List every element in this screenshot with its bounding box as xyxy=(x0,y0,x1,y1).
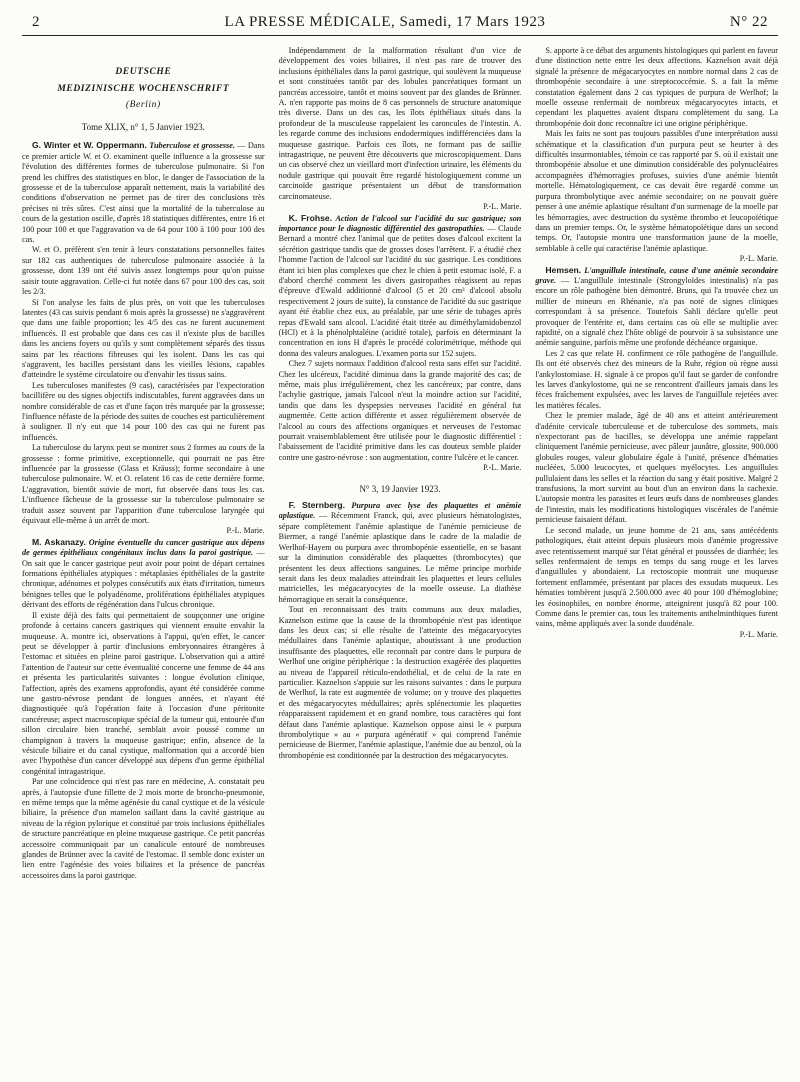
article-paragraph: S. apporte à ce débat des arguments histologiques qui parlent en faveur d'une distinction nette entre les deux affections. Kaznelson avait déjà signalé la présence de mégacaryocytes en nombre normal dans 2 cas de thrombopénie secondaire à une streptococcémie. S. a fait la même constatation également dans 2 cas typiques de purpura de Werlhof; la moelle osseuse renfermait de nombreux mégacaryocytes intacts, et cependant les plaquettes avaient disparu complètement du sang. La thrombopénie doit donc reconnaître ici une origine périphérique. xyxy=(535,46,778,128)
article-paragraph: Tout en reconnaissant des traits communs aux deux maladies, Kaznelson estime que la cause de la thrombopénie n'est pas identique dans les deux cas; si elle résulte de l'atteinte des mégacaryocytes médullaires dans l'anémie aplastique, aboutissant à une production insuffisante des plaquettes, elle reconnaît par contre dans le purpura de Werlhof une origine périphérique : la destruction exagérée des plaquettes au niveau de l'appareil réticulo-endothélial, et de celui de la rate en particulier. Kaznelson s'appuie sur les raisons suivantes : dans le purpura de Werlhof, la rate est augmentée de volume; on y trouve des plaquettes et des mégacaryocytes médullaires; après splénectomie les plaquettes réapparaissent rapidement et en grand nombre, tous caractères qui font défaut dans l'anémie aplastique. Kaznelson oppose ainsi le « purpura thrombolytique » au « purpura agénératif » qui comprend l'anémie pernicieuse de Biermer, l'anémie aplastique, l'anémie due au benzol, où la thrombopénie est conditionnée par la destruction des mégacaryocytes. xyxy=(278,605,522,760)
page-number: 2 xyxy=(32,14,40,30)
issue-number: N° 22 xyxy=(729,14,768,30)
article-paragraph: — Récemment Franck, qui, avec plusieurs hématologistes, sépare complètement l'anémie aplastique de l'anémie pernicieuse de Biermer, a rangé l'anémie aplastique dans le cadre de la maladie de Werlhof-Hayem ou purpura avec thrombopénie essentielle, en se basant sur la diminution considérable des plaquettes (thrombocytes) que présentent les deux affections sanguines. Le même principe morbide serait dans les deux maladies atteindrait les plaquettes et leurs cellules matricielles, les mégacaryocytes de la moelle osseuse. La diathèse hémorragique en serait la conséquence. xyxy=(278,511,522,604)
column-2 xyxy=(279,46,522,1078)
article-frohse xyxy=(279,213,522,474)
article-askanazy-continued xyxy=(279,46,522,213)
article-paragraph: — L'anguillule intestinale (Strongyloïdes intestinalis) n'a pas encore un rôle pathogène bien démontré. Bruns, qui l'a trouvée chez un millier de mineurs en Rhénanie, n'a pas noté de signes cliniques correspondant à sa présence. Toutefois Sahli déclare qu'elle peut provoquer de l'entérite et, dans certains cas où elle se multiplie avec rapidité, on a signalé chez l'hôte obligé de pourvoir à sa subsistance une anémie sanguine, parfois même une profonde déchéance organique. xyxy=(535,275,778,348)
article-hemsen xyxy=(535,265,778,641)
article-paragraph: Par une coïncidence qui n'est pas rare en médecine, A. constatait peu après, à l'autopsie d'une fillette de 2 mois morte de broncho-pneumonie, en même temps que la même agénésie du canal cystique et de la vésicule biliaire, la présence d'un mamelon saillant dans la cavité gastrique au niveau de la région pylorique et constitué par trois inclusions épithéliales de structure pancréatique en pleine muqueuse gastrique. Ce petit pancréas accessoire communiquait par un canalicule entouré de nombreuses glandes de Brünner avec la cavité de l'estomac. Il semble donc exister un lien entre l'agénésie des voies biliaires et la présence de pancréas accessoires dans la paroi gastrique. xyxy=(22,777,265,880)
article-author: G. Winter et W. Oppermann. xyxy=(32,140,147,151)
article-signature: P.-L. Marie. xyxy=(483,202,522,212)
article-paragraph: Mais les faits ne sont pas toujours passibles d'une interprétation aussi schématique et la classification d'un purpura peut se heurter à des difficultés insurmontables, témoin ce cas rapporté par S. où il existait une thrombopénie absolue et une diminution considérable des polynucléaires accompagnées d'hémorragies profuses, suivies d'une anémie bientôt mortelle. Hématologiquement, ce cas devait être regardé comme un purpura thrombolytique avec anémie secondaire; on ne pouvait guère penser à une anémie aplastique résultant d'un surmenage de la moelle par les hémorragies, avec destruction du système thrombo et leucopoïétique dans un premier temps. Or, le système hématopoïétique dans un second temps. Or, l'autopsie montra une transformation jaune de la moelle, semblable à celle qui caractérise l'anémie aplastique. xyxy=(535,129,778,253)
article-paragraph: Les 2 cas que relate H. confirment ce rôle pathogène de l'anguillule. Ils ont été observés chez des mineurs de la Ruhr, région où règne aussi l'ankylostomiase. H. signale à ce propos qu'il faut se garder de confondre les larves d'ankylostome, qui ne se rencontrent d'ailleurs jamais dans les fèces fraîchement expulsées, avec les larves de l'anguillule rejetées avec les matières fécales. xyxy=(535,348,778,410)
article-paragraph: W. et O. préfèrent s'en tenir à leurs constatations personnelles faites sur 182 cas authentiques de tuberculose pulmonaire associée à la grossesse, dont 139 ont été suivis assez longtemps pour qu'on puisse saisir toute aggravation. Celle-ci fut notée dans 67 pour 100 des cas, soit les 2/3. xyxy=(22,245,265,297)
article-author: Hemsen. xyxy=(545,264,582,275)
article-paragraph: Il existe déjà des faits qui permettaient de soupçonner une origine profonde à certains cancers gastriques qui viennent ensuite envahir la muqueuse. A. montre ici, observations à l'appui, qu'en effet, le cancer peut se développer à partir d'inclusions embryonnaires étrangères à l'estomac et situées en pleine paroi gastrique. L'observation qui a attiré l'attention de l'auteur sur cette éventualité concerne une femme de 44 ans et présenta les particularités suivantes : longue évolution clinique, l'affection, après des examens approfondis, ayant été considérée comme une gastro-névrose pendant de longues années, et n'ayant été diagnostiquée qu'à l'opération faite à l'occasion d'une péritonite cancéreuse; aspect macroscopique spécial de la tumeur qui, entourée d'un sillon circulaire bien tranché, semblait avoir poussé comme un champignon à travers la muqueuse gastrique; enfin, absence de la vésicule biliaire et du canal cystique, malformation qui a accordé bien avec l'hypothèse d'un cancer développé aux dépens d'un germe épithélial congénital intragastrique. xyxy=(22,610,265,776)
article-paragraph: La tuberculose du larynx peut se montrer sous 2 formes au cours de la grossesse : forme primitive, exceptionnelle, qui pourrait ne pas être influencée par la grossesse (Glass et Kräuss); forme secondaire à une tuberculose pulmonaire. W. et O. relatent 16 cas de cette dernière forme. L'aggravation, bientôt suivie de mort, fut observée dans tous les cas. L'influence fâcheuse de la grossesse sur la tuberculose pulmonaire se traduit assez souvent par l'apparition d'une tuberculose laryngée qui équivaut elle-même à un arrêt de mort. xyxy=(22,443,265,526)
article-columns xyxy=(22,46,778,1078)
page-header xyxy=(22,14,778,36)
column-3 xyxy=(535,46,778,1078)
article-title: Origine éventuelle du cancer gastrique aux dépens de germes épithéliaux congénitaux inclus dans la paroi gastrique. xyxy=(22,537,265,558)
article-paragraph: — Claude Bernard a montré chez l'animal que de petites doses d'alcool excitent la sécrétion gastrique tandis que de grosses doses l'arrêtent. F. a étudié chez l'homme l'action de l'alcool sur l'acidité du suc gastrique. Les conditions étant ici bien plus complexes que chez le chien à petit estomac isolé, F. a d'abord cherché comment les divers gastropathes réagissent au repas d'épreuve d'Ewald additionné d'alcool (5 et 20 cm³ d'alcool absolu respectivement 2 jours de suite), la constance de l'acidité du suc gastrique ayant été établie chez eux, au préalable, par une série de tubages après repas d'Ewald sans alcool. L'acidité était titrée au diméthylamidobenzol (HCl) et à la phénolphtaléine (acidité totale), parfois en déterminant la concentration en ions H d'après le procédé colorimétrique, méthode qui donna des valeurs analogues. L'examen porta sur 152 sujets. xyxy=(278,223,522,358)
article-paragraph: Indépendamment de la malformation résultant d'un vice de développement des voies biliaires, il n'est pas rare de trouver des inclusions épithéliales dans la paroi gastrique, qui soulèvent la muqueuse et sont constituées tantôt par des lobules pancréatiques formant un pancréas accessoire, tantôt et moins souvent par des glandes de Brünner. A. n'en rapporte pas moins de 8 cas personnels de structure anatomique très diverse. Dans un des cas, les îlots épithéliaux situés dans la profondeur de la musculeuse rappelaient les caroncules de l'intestin. A. les regarde comme des inclusions endodermiques indifférenciées dans la muqueuse gastrique. Parfois ces îlots, ne formant pas de saillie intragastrique, ne peuvent être découverts que microscopiquement. Dans un cas observé chez un vieillard mort d'infection urinaire, les éléments du nodule gastrique qui pouvait être regardé histologiquement comme un carcinoïde gastrique présentaient un début de transformation carcinomateuse. xyxy=(278,46,522,201)
article-title: L'anguillule intestinale, cause d'une anémie secondaire grave. xyxy=(535,265,778,285)
journal-header-title: LA PRESSE MÉDICALE, Samedi, 17 Mars 1923 xyxy=(224,14,546,30)
article-signature: P.-L. Marie. xyxy=(483,463,522,473)
journal-city: (Berlin) xyxy=(125,100,161,110)
article-signature: P.-L. Marie. xyxy=(739,629,778,639)
article-paragraph: Les tuberculoses manifestes (9 cas), caractérisées par l'expectoration bacillifère ou des signes objectifs indiscutables, furent aggravées dans un nombre considérable de cas et d'une façon très marquée par la grossesse; l'influence néfaste de la période des suites de couches est particulièrement à souligner. Il n'y eut que 14 pour 100 des cas qui ne furent pas influencés. xyxy=(22,380,265,442)
journal-name-line2: MEDIZINISCHE WOCHENSCHRIFT xyxy=(57,84,230,94)
article-signature: P.-L. Marie. xyxy=(739,254,778,264)
journal-name: DEUTSCHE xyxy=(115,67,172,77)
article-title: Tuberculose et grossesse. xyxy=(149,141,235,151)
article-author: F. Sternberg. xyxy=(288,500,346,511)
article-winter xyxy=(22,140,265,536)
article-paragraph: Le second malade, un jeune homme de 21 ans, sans antécédents pathologiques, était atteint depuis plusieurs mois d'anémie progressive avec retentissement marqué sur l'état général et poussées de diarrhée; les selles renfermaient de temps en temps du sang rouge et les larves d'anguillules y abondaient. La rectoscopie montrait une muqueuse fortement enflammée, présentant par places des exsudats muqueux. Les hématies tombèrent jusqu'à 2.500.000 avec 40 pour 100 d'hémoglobine; les éosinophiles, en nombre énorme, atteignirent jusqu'à 82 pour 100. Comme dans le premier cas, tous les traitements anthelminthiques furent vains, même appliqués avec la sonde duodénale. xyxy=(535,525,778,629)
article-signature: P.-L. Marie. xyxy=(226,526,265,536)
article-title: Action de l'alcool sur l'acidité du suc gastrique; son importance pour le diagnostic différentiel des gastropathies. xyxy=(278,213,522,233)
article-paragraph: Si l'on analyse les faits de plus près, on voit que les tuberculoses latentes (43 cas suivis pendant 6 mois après la grossesse) ne s'aggravèrent que dans une faible proportion; les 4/5 des cas ne furent aucunement influencés. Il est probable que dans ces cas il n'existe plus de bacilles dans les anciens foyers ou qu'ils y sont complètement séparés des tissus sains par les réactions fibreuses qui les isolent. Dans les cas qui s'aggravent, les bacilles persistant dans les vieilles lésions, capables d'atteindre le système circulatoire ou d'envahir les tissus sains. xyxy=(22,297,265,380)
article-paragraph: Chez 7 sujets normaux l'addition d'alcool resta sans effet sur l'acidité. Chez les ulcéreux, l'acidité diminua dans la grande majorité des cas; de même, mais plus irrégulièrement, chez les cancéreux; par contre, dans l'achylie gastrique, jamais l'alcool n'eut la moindre action sur l'acidité, tandis que dans les dyspepsies nerveuses l'acidité en général fut augmentée. Cette action différente et assez régulièrement observée de l'alcool au cours des affections organiques et nerveuses de l'estomac pourrait vraisemblablement être utilisée pour le diagnostic différentiel : l'abaissement de l'acidité primitive dans les cas douteux semble plaider contre une gastro-névrose : son augmentation, contre l'ulcère et le cancer. xyxy=(278,359,522,462)
article-author: K. Frohse. xyxy=(288,212,333,223)
issue-info: N° 3, 19 Janvier 1923. xyxy=(359,483,441,494)
article-sternberg-continued xyxy=(535,46,778,265)
issue-info: Tome XLIX, n° 1, 5 Janvier 1923. xyxy=(81,122,205,132)
article-askanazy xyxy=(22,537,265,881)
article-author: M. Askanazy. xyxy=(32,536,86,547)
article-paragraph: Chez le premier malade, âgé de 40 ans et atteint antérieurement d'adénite cervicale tuberculeuse et de tuberculose des sommets, mais n'expectorant pas de bacilles, se développa une anémie rappelant cliniquement l'anémie pernicieuse, avec pâleur jaunâtre, glossite, 900.000 globules rouges, valeur globulaire égale à l'unité, présence d'hématies nucléées, 5.000 leucocytes, et quelques myélocytes. Les anguillules pullulaient dans les selles et la réaction du sang y était positive. Malgré 2 transfusions, la mort survint au bout d'un an environ dans la cachexie. L'autopsie montra les parasites et leurs œufs dans de nombreuses glandes de l'intestin, mais les modifications histologiques viscérales de l'anémie pernicieuse faisaient défaut. xyxy=(535,411,778,525)
article-paragraph: — On sait que le cancer gastrique peut avoir pour point de départ certaines formations épithéliales atypiques : métaplasies épithéliales de la gastrite chronique, adénomes et polypes consécutifs aux états d'irritation, tumeurs bénignes telles que le polyadénome, proliférations épithéliales atypiques dérivant des efforts de régénération dans l'ulcus chronique. xyxy=(22,548,265,610)
article-title: Purpura avec lyse des plaquettes et anémie aplastique. xyxy=(278,501,522,521)
column-1 xyxy=(22,46,265,1078)
article-paragraph: — Dans ce premier article W. et O. examinent quelle influence a la grossesse sur l'évolution des différentes formes de tuberculose pulmonaire. Si l'on prend les chiffres des statistiques en bloc, le danger de l'association de la grossesse et de la tuberculose apparaît nettement, mais la variabilité des conditions d'observation ne permet pas de tirer des conclusions très précises ni très sûres. C'est ainsi que la mortalité de la tuberculose au cours de la gestation oscille, d'après 18 statistiques différentes, entre 16 et 100 pour 100 et que l'aggravation va de 64 pour 100 à 100 pour 100 des cas. xyxy=(22,141,265,245)
article-sternberg xyxy=(279,500,522,761)
